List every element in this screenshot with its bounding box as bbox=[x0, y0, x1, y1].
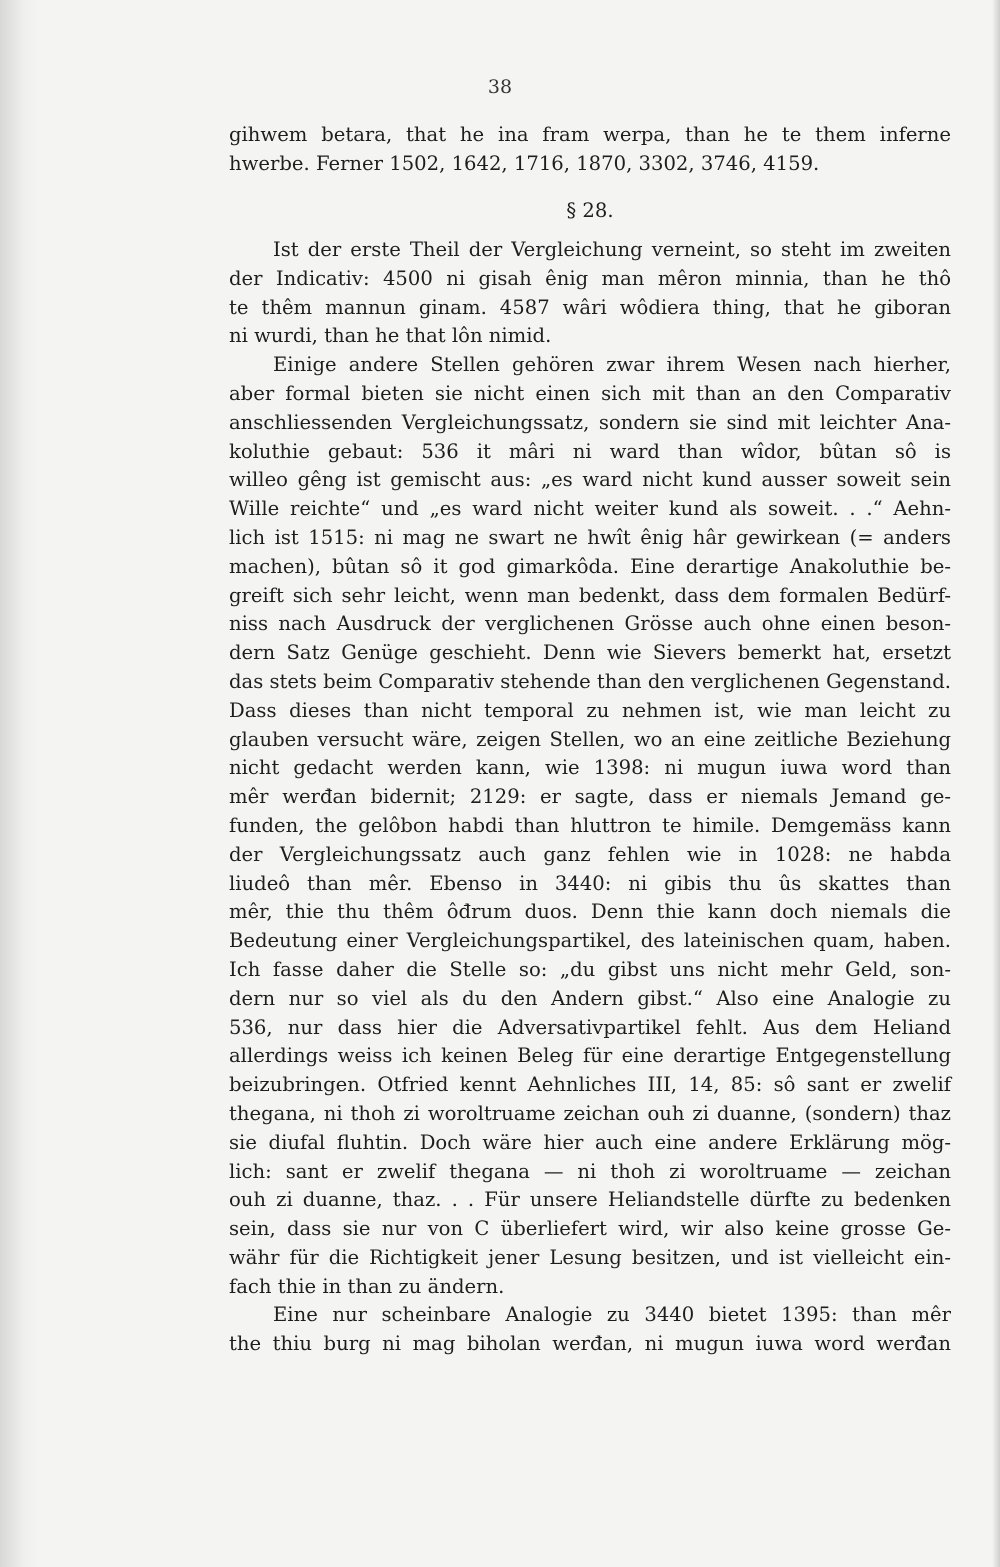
text-line: anschliessenden Vergleichungssatz, sondern sie sind mit leichter Ana- bbox=[229, 410, 951, 434]
text-line: allerdings weiss ich keinen Beleg für eine derartige Entgegenstellung bbox=[229, 1044, 951, 1068]
text-line: Ich fasse daher die Stelle so: „du gibst uns nicht mehr Geld, son- bbox=[229, 957, 951, 981]
page-edge bbox=[992, 0, 1000, 1567]
text-line: Bedeutung einer Vergleichungspartikel, des lateinischen quam, haben. bbox=[229, 929, 951, 953]
text-line: währ für die Richtigkeit jener Lesung besitzen, und ist vielleicht ein- bbox=[229, 1245, 951, 1269]
text-line: ni wurdi, than he that lôn nimid. bbox=[229, 324, 552, 348]
text-line: der Indicativ: 4500 ni gisah ênig man mêron minnia, than he thô bbox=[229, 266, 951, 290]
text-line: willeo gêng ist gemischt aus: „es ward nicht kund ausser soweit sein bbox=[229, 468, 951, 492]
text-line: Ist der erste Theil der Vergleichung verneint, so steht im zweiten bbox=[273, 238, 951, 261]
text-line: mêr, thie thu thêm ôđrum duos. Denn thie kann doch niemals die bbox=[229, 900, 951, 924]
text-line: aber formal bieten sie nicht einen sich mit than an den Comparativ bbox=[229, 381, 951, 405]
text-line: sein, dass sie nur von C überliefert wird, wir also keine grosse Ge- bbox=[229, 1217, 951, 1241]
text-line: funden, the gelôbon habdi than hluttron te himile. Demgemäss kann bbox=[229, 813, 951, 837]
text-line: koluthie gebaut: 536 it mâri ni ward than wîdor, bûtan sô is bbox=[229, 439, 951, 463]
text-line: gihwem betara, that he ina fram werpa, than he te them inferne bbox=[229, 123, 951, 146]
text-line: Dass dieses than nicht temporal zu nehmen ist, wie man leicht zu bbox=[229, 698, 951, 722]
text-line: der Vergleichungssatz auch ganz fehlen wie in 1028: ne habda bbox=[229, 842, 951, 866]
text-line: fach thie in than zu ändern. bbox=[229, 1274, 505, 1298]
page-gutter-shadow bbox=[0, 0, 40, 1567]
text-line: lich ist 1515: ni mag ne swart ne hwît ênig hâr gewirkean (= anders bbox=[229, 525, 951, 549]
text-line: te thêm mannun ginam. 4587 wâri wôdiera thing, that he giboran bbox=[229, 295, 951, 319]
text-line: the thiu burg ni mag biholan werđan, ni mugun iuwa word werđan bbox=[229, 1332, 951, 1356]
text-line: Einige andere Stellen gehören zwar ihrem Wesen nach hierher, bbox=[273, 353, 951, 377]
text-line: mêr werđan bidernit; 2129: er sagte, dass er niemals Jemand ge- bbox=[229, 785, 951, 809]
text-line: dern nur so viel als du den Andern gibst.“ Also eine Analogie zu bbox=[229, 986, 951, 1010]
text-line: nicht gedacht werden kann, wie 1398: ni mugun iuwa word than bbox=[229, 756, 951, 780]
text-block-2 bbox=[229, 236, 951, 1359]
text-line: beizubringen. Otfried kennt Aehnliches III, 14, 85: sô sant er zwelif bbox=[229, 1073, 951, 1097]
text-line: Wille reichte“ und „es ward nicht weiter kund als soweit. . .“ Aehn- bbox=[229, 497, 951, 521]
text-line: Eine nur scheinbare Analogie zu 3440 bietet 1395: than mêr bbox=[273, 1303, 951, 1327]
section-heading: § 28. bbox=[566, 199, 614, 222]
text-line: 536, nur dass hier die Adversativpartikel fehlt. Aus dem Heliand bbox=[229, 1015, 951, 1039]
text-line: glauben versucht wäre, zeigen Stellen, wo an eine zeitliche Beziehung bbox=[229, 727, 951, 751]
text-line: ouh zi duanne, thaz. . . Für unsere Heliandstelle dürfte zu bedenken bbox=[229, 1188, 951, 1212]
text-line: thegana, ni thoh zi woroltruame zeichan ouh zi duanne, (sondern) thaz bbox=[229, 1101, 951, 1125]
page-number: 38 bbox=[487, 76, 513, 98]
text-line: das stets beim Comparativ stehende than den verglichenen Gegenstand. bbox=[229, 669, 952, 693]
text-line: niss nach Ausdruck der verglichenen Grösse auch ohne einen beson- bbox=[229, 612, 951, 636]
text-line: dern Satz Genüge geschieht. Denn wie Sievers bemerkt hat, ersetzt bbox=[229, 641, 951, 665]
text-block-1 bbox=[229, 121, 951, 179]
text-line: machen), bûtan sô it god gimarkôda. Eine derartige Anakoluthie be- bbox=[229, 554, 951, 578]
text-line: hwerbe. Ferner 1502, 1642, 1716, 1870, 3302, 3746, 4159. bbox=[229, 151, 820, 175]
text-line: lich: sant er zwelif thegana — ni thoh zi woroltruame — zeichan bbox=[229, 1159, 951, 1183]
text-line: sie diufal fluhtin. Doch wäre hier auch eine andere Erklärung mög- bbox=[229, 1130, 951, 1154]
text-line: greift sich sehr leicht, wenn man bedenkt, dass dem formalen Bedürf- bbox=[229, 583, 951, 607]
text-line: liudeô than mêr. Ebenso in 3440: ni gibis thu ûs skattes than bbox=[229, 871, 951, 895]
